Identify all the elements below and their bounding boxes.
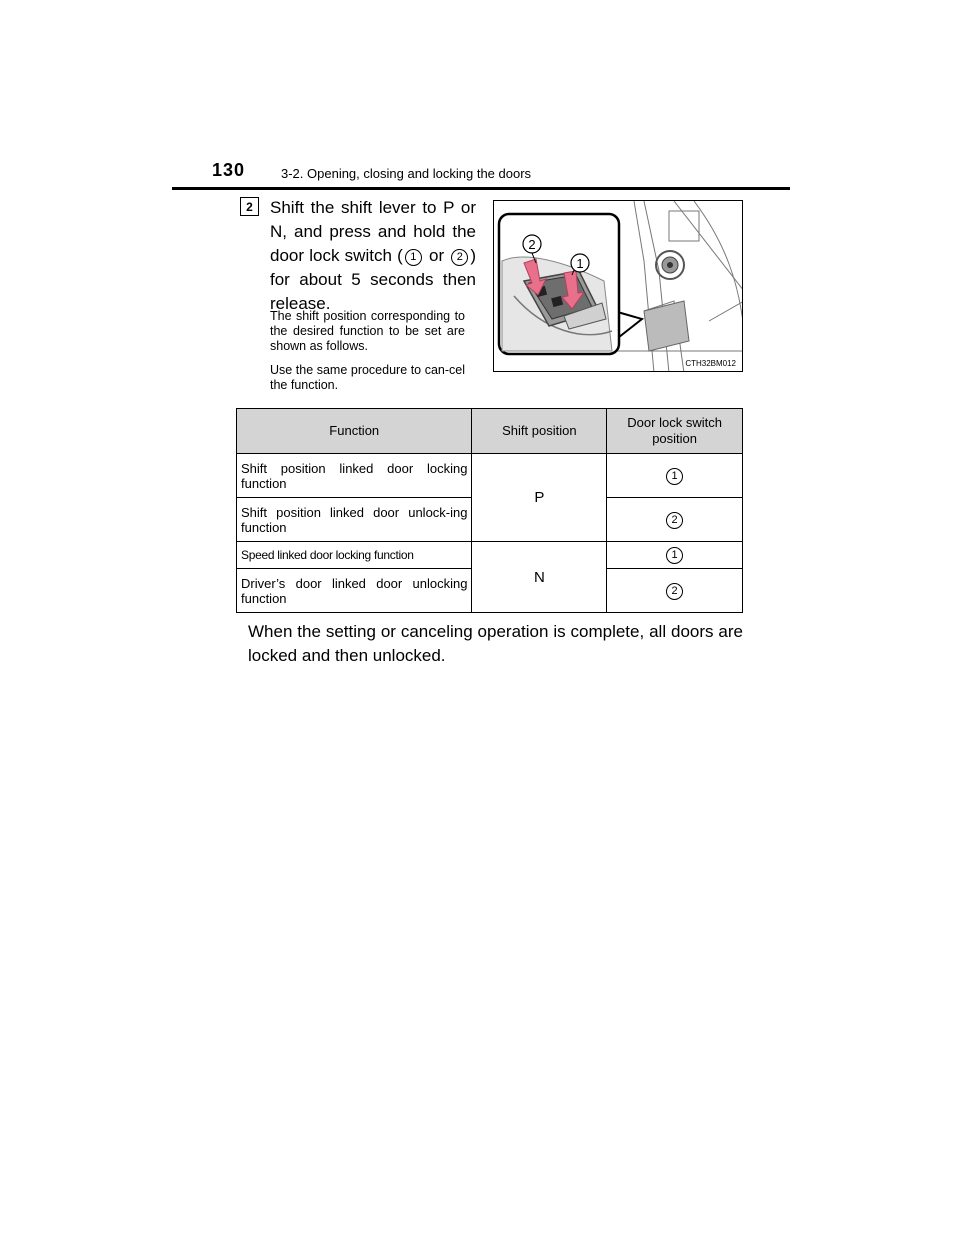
step-note-cancel: Use the same procedure to can-cel the function. (270, 363, 465, 392)
switch-position-cell (607, 498, 743, 542)
switch-position-cell (607, 569, 743, 613)
function-table (236, 408, 743, 613)
header-shift-position: Shift position (472, 409, 607, 454)
circled-number-1-icon: 1 (666, 468, 683, 485)
circled-number-2-icon: 2 (666, 583, 683, 600)
table-header-row (237, 409, 743, 454)
instruction-text-2: ) for about 5 seconds then release. (270, 246, 476, 313)
circled-number-1-icon: 1 (666, 547, 683, 564)
circled-number-2-icon: 2 (666, 512, 683, 529)
table-row (237, 542, 743, 569)
header-rule (172, 187, 790, 190)
shift-position-cell: P (472, 454, 607, 542)
door-lock-switch-illustration (493, 200, 743, 372)
circled-number-1-icon: 1 (405, 249, 422, 266)
step-instruction (270, 196, 476, 316)
header-door-lock-switch-position: Door lock switch position (607, 409, 743, 454)
instruction-text-1: Shift the shift lever to P or N, and press and hold the door lock switch ( (270, 198, 476, 265)
section-title: 3-2. Opening, closing and locking the doors (281, 166, 532, 181)
header-function: Function (237, 409, 472, 454)
table-row (237, 454, 743, 498)
function-cell: Shift position linked door locking function (237, 454, 472, 498)
function-cell: Speed linked door locking function (237, 542, 472, 569)
page-number: 130 (212, 160, 246, 180)
completion-note: When the setting or canceling operation is complete, all doors are locked and then unlocked. (248, 622, 743, 665)
figure-callout-1: 1 (576, 256, 584, 271)
circled-number-2-icon: 2 (451, 249, 468, 266)
shift-position-cell: N (472, 542, 607, 613)
figure-code: CTH32BM012 (685, 359, 736, 368)
figure-callout-2: 2 (528, 237, 536, 252)
step-number-badge: 2 (240, 197, 259, 216)
function-cell: Shift position linked door unlock-ing function (237, 498, 472, 542)
function-cell: Driver’s door linked door unlocking function (237, 569, 472, 613)
switch-position-cell (607, 542, 743, 569)
instruction-text-or: or (423, 246, 450, 265)
switch-position-cell (607, 454, 743, 498)
step-note-shift-position: The shift position corresponding to the desired function to be set are shown as follows. (270, 309, 465, 353)
illustration-svg (494, 201, 743, 372)
